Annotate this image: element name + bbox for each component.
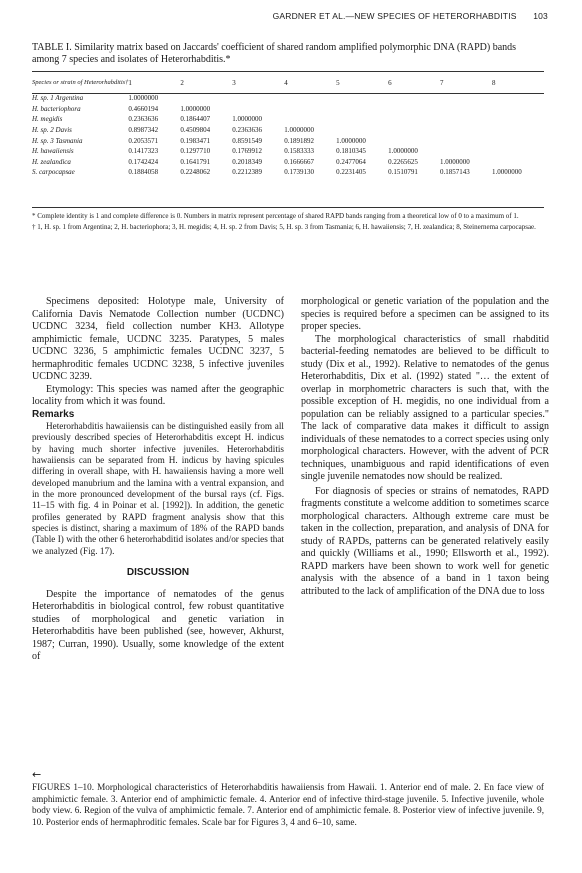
table-cell: 0.2248062 <box>180 168 211 177</box>
table-header-cell: 4 <box>284 78 288 87</box>
table-cell: 0.2477064 <box>336 157 366 166</box>
table-cell: 0.1666667 <box>284 157 314 166</box>
table-cell <box>440 135 492 146</box>
table-header-cell: 3 <box>232 78 236 87</box>
table-header-species: Species or strain of Heterorhabditis† <box>32 78 129 86</box>
remarks-heading: Remarks <box>32 408 75 420</box>
table-cell: 0.1857143 <box>440 168 470 177</box>
table-cell: 1.0000000 <box>284 126 314 135</box>
discussion-heading: DISCUSSION <box>126 567 190 579</box>
table-cell: 0.1769912 <box>232 147 263 156</box>
row-label: H. sp. 2 Davis <box>32 126 72 135</box>
table-cell: 0.2018349 <box>232 157 263 166</box>
table-cell: 0.1417323 <box>128 147 159 156</box>
table-cell: 0.1864407 <box>180 115 211 124</box>
table-cell: 1.0000000 <box>388 147 418 156</box>
table-header-cell: 6 <box>388 78 392 87</box>
table-cell: 0.1983471 <box>180 136 211 145</box>
continued-paragraph: morphological or genetic variation of the population and the species is required before a specimen can be assigned to its proper species. <box>301 296 549 332</box>
table-cell: 1.0000000 <box>232 115 263 124</box>
table-row <box>32 104 544 115</box>
table-cell: 0.2231405 <box>336 168 366 177</box>
table-cell <box>232 104 284 115</box>
left-arrow-icon: ← <box>32 768 42 781</box>
table-cell <box>388 93 440 104</box>
running-head <box>60 11 548 21</box>
discussion-paragraph: Despite the importance of nematodes of the genus Heterorhabditis in biological control, few robust quantitative studies of morphological and genetic variation in Heterorhabditis have been published (see, however, Akhurst, 1987; Curran, 1990). Usually, some knowledge of the extent of <box>32 588 284 663</box>
table-cell <box>440 93 492 104</box>
table-cell: 1.0000000 <box>128 94 159 103</box>
table-cell <box>492 104 544 115</box>
right-text-column <box>301 296 549 598</box>
row-label: H. sp. 1 Argentina <box>32 94 84 103</box>
table-cell <box>440 104 492 115</box>
etymology-paragraph: Etymology: This species was named after the geographic locality from which it was found. <box>32 383 284 407</box>
table-header-cell: 5 <box>336 78 340 87</box>
table-cell <box>388 135 440 146</box>
table-cell <box>336 125 388 136</box>
table-cell <box>440 146 492 157</box>
table-header-cell: 2 <box>180 78 184 87</box>
table-cell <box>388 114 440 125</box>
table-row <box>32 114 544 125</box>
table-cell: 1.0000000 <box>336 136 366 145</box>
table-bottom-rule <box>32 207 544 208</box>
table-footnote-dagger: † 1, H. sp. 1 from Argentina; 2, H. bacteriophora; 3, H. megidis; 4, H. sp. 2 from Davis; 5, H. sp. 3 from Tasmania; 6, H. hawaiiensis; 7, H. zealandica; 8, Steinernema carpocapsae. <box>32 223 536 231</box>
table-cell <box>388 104 440 115</box>
table-cell: 0.1641791 <box>180 157 211 166</box>
table-cell: 1.0000000 <box>491 168 522 177</box>
table-footnote-asterisk: * Complete identity is 1 and complete difference is 0. Numbers in matrix represent percentage of shared RAPD bands ranging from a theoretical low of 0 to a maximum of 1. <box>32 212 519 220</box>
table-header-row <box>32 72 544 93</box>
table-cell: 0.1583333 <box>284 147 314 156</box>
table-cell: 0.1884058 <box>128 168 159 177</box>
table-cell <box>492 146 544 157</box>
row-label: H. zealandica <box>32 157 71 166</box>
table-row <box>32 146 544 157</box>
page-number: 103 <box>533 11 548 21</box>
table-cell: 0.1297710 <box>180 147 211 156</box>
table-cell: 0.1510791 <box>388 168 418 177</box>
table-cell: 0.8987342 <box>128 126 159 135</box>
table-cell: 0.2265625 <box>388 157 418 166</box>
table-cell: 0.2363636 <box>232 126 263 135</box>
table-row <box>32 93 544 104</box>
figure-caption: FIGURES 1–10. Morphological characteristics of Heterorhabditis hawaiiensis from Hawaii. 1. Anterior end of male. 2. En face view of amphimictic female. 3. Anterior end of amphimictic female. 4. Anterior end of infective third-stage juvenile. 5. Infective juvenile, whole body view. 6. Region of the vulva of amphimictic female. 7. Anterior end of amphimictic female. 8. Posterior view of infective juvenile. 9, 10. Posterior ends of hermaphroditic females. Scale bar for Figures 3, 4 and 6–10, same. <box>32 782 544 827</box>
table-cell <box>492 135 544 146</box>
row-label: H. hawaiiensis <box>32 147 74 156</box>
table-cell <box>180 93 232 104</box>
table-cell <box>336 104 388 115</box>
rapd-diagnosis-paragraph: For diagnosis of species or strains of nematodes, RAPD fragments constitute a welcome addition to sometimes scarce morphological characters. Although extreme care must be taken in the collection, preparation, and analysis of DNA for study of RAPDs, patterns can be generated relatively easily and quickly (Williams et al., 1990; Ellsworth et al., 1992). RAPD markers have been shown to work well for genetic analysis with the absence of a band in 1 taxon being attributed to the lack of amplification of the DNA due to loss <box>301 485 549 597</box>
table-cell <box>388 125 440 136</box>
table-cell: 0.1739130 <box>284 168 314 177</box>
left-text-column <box>32 296 284 664</box>
table-cell: 0.8591549 <box>232 136 263 145</box>
table-cell <box>232 93 284 104</box>
table-cell <box>336 114 388 125</box>
table-row <box>32 135 544 146</box>
table-cell <box>284 104 336 115</box>
table-cell: 0.4660194 <box>128 104 159 113</box>
table-footnotes <box>32 212 544 234</box>
table-cell: 0.4509804 <box>180 126 211 135</box>
table-cell: 0.2053571 <box>128 136 159 145</box>
row-label: H. megidis <box>32 115 63 124</box>
table-row <box>32 167 544 178</box>
table-header-cell: 1 <box>128 78 132 87</box>
table-cell: 0.1891892 <box>284 136 314 145</box>
table-caption: TABLE I. Similarity matrix based on Jaccards' coefficient of shared random amplified polymorphic DNA (RAPD) bands among 7 species and isolates of Heterorhabditis.* <box>32 42 517 65</box>
table-cell <box>284 114 336 125</box>
table-row <box>32 125 544 136</box>
running-head-title: GARDNER ET AL.—NEW SPECIES OF HETERORHABDITIS <box>272 11 517 21</box>
morphology-paragraph: The morphological characteristics of small rhabditid bacterial-feeding nematodes are believed to be difficult to study (Dix et al., 1992). Relative to nematodes of the genus Heterorhabditis, Dix et al. (1992) stated "… the extent of overlap in morphometric characters is such that, with the possible exception of H. megidis, no one individual from a population can be reliably assigned to a particular species." The lack of comparative data makes it difficult to assign individuals of these nematodes to a correct species using only morphological characters. However, with the advent of PCR techniques, unambiguous and rapid identifications of even single juvenile nematodes now should be realized. <box>301 333 549 482</box>
table-cell: 1.0000000 <box>180 104 211 113</box>
table-row <box>32 157 544 168</box>
table-cell <box>492 114 544 125</box>
row-label: S. carpocapsae <box>32 168 75 177</box>
table-header-cell: 8 <box>491 78 496 87</box>
table-cell <box>492 157 544 168</box>
table-cell <box>492 93 544 104</box>
row-label: H. bacteriophora <box>32 104 81 113</box>
table-cell <box>492 125 544 136</box>
similarity-matrix-table <box>32 72 544 178</box>
table-cell: 1.0000000 <box>440 157 470 166</box>
table-cell <box>336 93 388 104</box>
table-cell: 0.2212389 <box>232 168 263 177</box>
specimens-deposited-paragraph: Specimens deposited: Holotype male, University of California Davis Nematode Collection number (UCDNC) UCDNC 3234, field collection number KH3. Allotype amphimictic female, UCDNC 3235. Paratypes, 5 males UCDNC 3236, 5 amphimictic females UCDNC 3237, 5 hermaphroditic females UCDNC 3238, 5 infective juveniles UCDNC 3239. <box>32 296 284 382</box>
table-cell <box>440 125 492 136</box>
remarks-paragraph: Heterorhabditis hawaiiensis can be distinguished easily from all previously described species of Heterorhabditis except H. indicus by having much shorter infective juveniles. Heterorhabditis hawaiiensis can be separated from H. indicus by having spicules differing in overall shape, with H. hawaiiensis having a more well developed manubrium and the lamina with a ventral expansion, and in the more pronounced development of the bursal rays (cf. Figs. 11–15 with fig. 4 in Poinar et al. [1992]). In addition, the genetic profiles generated by RAPD fragment analysis show that this species is distinct, sharing a maximum of 18% of the RAPD bands (Table I) with the other 6 heterorhabditid isolates and/or species that we analyzed (Fig. 17). <box>32 421 284 556</box>
table-cell: 0.1810345 <box>336 147 366 156</box>
table-cell <box>284 93 336 104</box>
table-cell: 0.2363636 <box>128 115 159 124</box>
table-header-cell: 7 <box>440 78 444 87</box>
table-cell: 0.1742424 <box>128 157 159 166</box>
row-label: H. sp. 3 Tasmania <box>32 136 83 145</box>
table-cell <box>440 114 492 125</box>
